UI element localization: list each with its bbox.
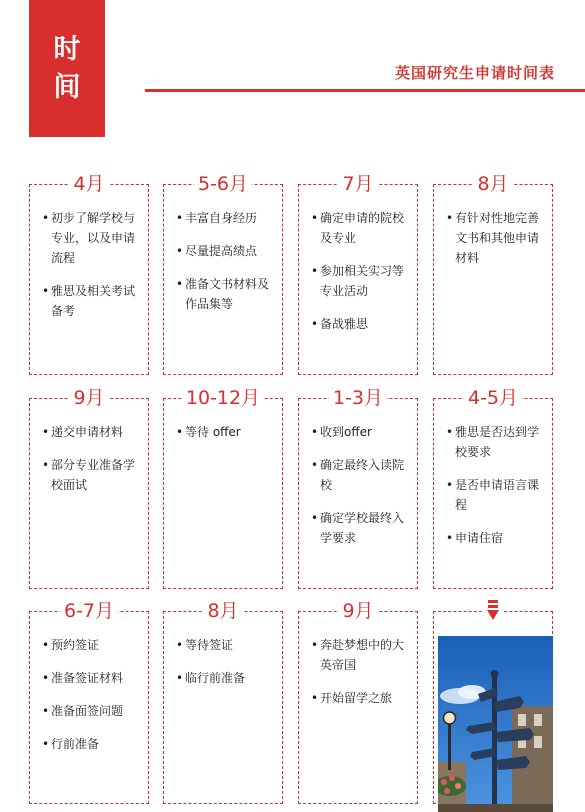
timeline-card (163, 387, 283, 589)
card-month-label: 8月 (203, 600, 242, 622)
card-month-label: 5-6月 (194, 173, 252, 195)
card-item: • 有针对性地完善文书和其他申请材料 (446, 208, 544, 268)
card-item: • 奔赴梦想中的大英帝国 (311, 635, 409, 675)
card-item: • 雅思是否达到学校要求 (446, 422, 544, 462)
card-item: • 等待 offer (176, 422, 274, 442)
card-item: • 初步了解学校与专业，以及申请流程 (42, 208, 140, 268)
card-month-label: 8月 (473, 173, 512, 195)
card-month-label: 9月 (338, 600, 377, 622)
card-item: • 准备面签问题 (42, 701, 140, 721)
card-item: • 雅思及相关考试备考 (42, 281, 140, 321)
card-month-label: 4月 (69, 173, 108, 195)
card-item: • 确定最终入读院校 (311, 455, 409, 495)
timeline-card (433, 173, 553, 375)
card-item-list (30, 612, 148, 754)
card-month-label: 4-5月 (464, 387, 522, 409)
card-item-list (299, 612, 417, 708)
photo-card (433, 611, 553, 804)
card-item: • 备战雅思 (311, 314, 409, 334)
card-month-label: 10-12月 (182, 387, 264, 409)
card-item: • 丰富自身经历 (176, 208, 274, 228)
timeline-card (29, 600, 149, 804)
card-item-list (30, 399, 148, 495)
signpost-illustration (438, 636, 553, 812)
timeline-card (298, 600, 418, 804)
card-item-list (30, 185, 148, 321)
timeline-card (298, 173, 418, 375)
card-item: • 递交申请材料 (42, 422, 140, 442)
card-item: • 确定学校最终入学要求 (311, 508, 409, 548)
card-item-list (434, 399, 552, 548)
card-month-label: 6-7月 (60, 600, 118, 622)
card-month-label: 7月 (338, 173, 377, 195)
card-item: • 申请住宿 (446, 528, 544, 548)
card-month-label: 1-3月 (329, 387, 387, 409)
timeline-card (29, 173, 149, 375)
card-month-label: 9月 (69, 387, 108, 409)
card-item: • 预约签证 (42, 635, 140, 655)
card-item-list (299, 399, 417, 548)
card-item: • 部分专业准备学校面试 (42, 455, 140, 495)
timeline-card (29, 387, 149, 589)
timeline-card (163, 173, 283, 375)
card-item: • 是否申请语言课程 (446, 475, 544, 515)
card-item: • 准备签证材料 (42, 668, 140, 688)
card-item: • 等待签证 (176, 635, 274, 655)
card-item-list (164, 185, 282, 314)
header-tab (29, 0, 105, 137)
card-item: • 收到offer (311, 422, 409, 442)
card-item-list (164, 612, 282, 688)
card-item: • 确定申请的院校及专业 (311, 208, 409, 248)
card-item-list (434, 185, 552, 268)
tab-char-2: 间 (53, 71, 81, 103)
card-item: • 参加相关实习等专业活动 (311, 261, 409, 301)
tab-char-1: 时 (53, 33, 81, 65)
street-signpost-photo (438, 636, 553, 812)
card-item: • 尽量提高绩点 (176, 241, 274, 261)
card-item: • 行前准备 (42, 734, 140, 754)
title-divider (145, 89, 585, 92)
card-item: • 临行前准备 (176, 668, 274, 688)
card-item: • 开始留学之旅 (311, 688, 409, 708)
timeline-card (163, 600, 283, 804)
timeline-card (298, 387, 418, 589)
card-item: • 准备文书材料及作品集等 (176, 274, 274, 314)
page-title: 英国研究生申请时间表 (394, 64, 555, 82)
timeline-card (433, 387, 553, 589)
down-arrow-icon (482, 600, 504, 626)
card-item-list (299, 185, 417, 334)
